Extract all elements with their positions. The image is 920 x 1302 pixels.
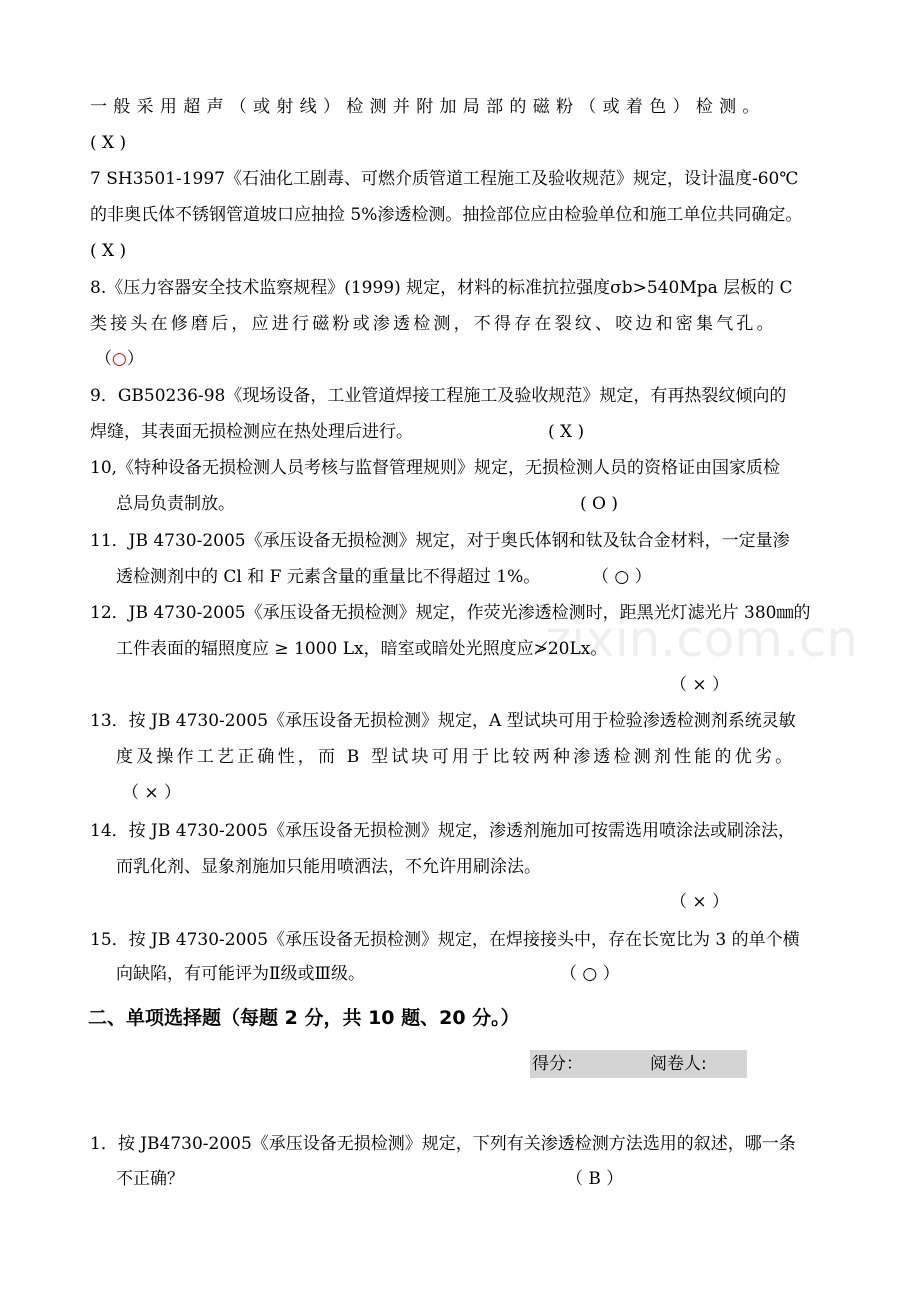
q11-line-2: 透检测剂中的 Cl 和 F 元素含量的重量比不得超过 1%。: [116, 567, 541, 587]
q10-line-2: 总局负责制放。: [116, 494, 235, 514]
answer-1: ( X ): [90, 133, 127, 153]
line-1: 一般采用超声（或射线）检测并附加局部的磁粉（或着色）检测。: [90, 97, 766, 117]
q7-line-1: 7 SH3501-1997《石油化工剧毒、可燃介质管道工程施工及验收规范》规定，设计温度-60℃: [90, 169, 799, 189]
q15-line-1: 15．按 JB 4730-2005《承压设备无损检测》规定，在焊接接头中，存在长宽比为 3 的单个横: [90, 930, 800, 950]
choice-q1-line-2: 不正确？: [116, 1169, 184, 1189]
answer-q9: ( X ): [548, 422, 585, 442]
q8-line-1: 8.《压力容器安全技术监察规程》(1999) 规定，材料的标准抗拉强度σb>540Mpa 层板的 C: [90, 278, 793, 298]
answer-q7: ( X ): [90, 241, 127, 261]
section-title: 二、单项选择题（每题 2 分，共 10 题、20 分。）: [88, 1007, 520, 1029]
q8-line-2: 类接头在修磨后，应进行磁粉或渗透检测，不得存在裂纹、咬边和密集气孔。: [90, 314, 777, 334]
answer-q11: （ ○ ）: [592, 567, 652, 587]
score-label: 得分：: [532, 1054, 583, 1074]
answer-q10: ( O ): [580, 494, 619, 514]
q13-line-2: 度及操作工艺正确性，而 B 型试块可用于比较两种渗透检测剂性能的优劣。: [116, 747, 796, 767]
q12-line-1: 12．JB 4730-2005《承压设备无损检测》规定，作荧光渗透检测时，距黑光灯滤光片 380㎜的: [90, 603, 811, 623]
answer-q14: （ × ）: [670, 892, 730, 912]
q9-line-2: 焊缝，其表面无损检测应在热处理后进行。: [90, 422, 413, 442]
q12-line-2: 工件表面的辐照度应 ≥ 1000 Lx，暗室或暗处光照度应≯20Lx。: [116, 639, 608, 659]
answer-q15: （ ○ ）: [560, 964, 620, 984]
q11-line-1: 11．JB 4730-2005《承压设备无损检测》规定，对于奥氏体钢和钛及钛合金材料，一定量渗: [90, 531, 790, 551]
score-box: [530, 1050, 747, 1078]
answer-q12: （ × ）: [670, 675, 730, 695]
paren-close: ）: [126, 349, 144, 369]
q10-line-1: 10,《特种设备无损检测人员考核与监督管理规则》规定，无损检测人员的资格证由国家质检: [90, 458, 781, 478]
paren-open: （: [95, 349, 112, 369]
answer-q13: （ × ）: [122, 783, 182, 803]
q13-line-1: 13．按 JB 4730-2005《承压设备无损检测》规定，A 型试块可用于检验渗透检测剂系统灵敏: [90, 711, 796, 731]
answer-choice-q1: （ B ）: [566, 1169, 624, 1189]
watermark: zixin.com.cn: [545, 610, 859, 668]
q15-line-2: 向缺陷，有可能评为Ⅱ级或Ⅲ级。: [116, 964, 365, 984]
q14-line-2: 而乳化剂、显象剂施加只能用喷洒法，不允许用刷涂法。: [116, 857, 541, 877]
reviewer-label: 阅卷人:: [650, 1054, 707, 1074]
q9-line-1: 9．GB50236-98《现场设备，工业管道焊接工程施工及验收规范》规定，有再热裂纹倾向的: [90, 386, 787, 406]
answer-q8: [95, 348, 144, 370]
circle-mark: ○: [112, 349, 127, 369]
q14-line-1: 14．按 JB 4730-2005《承压设备无损检测》规定，渗透剂施加可按需选用喷涂法或刷涂法，: [90, 821, 796, 841]
q7-line-2: 的非奥氏体不锈钢管道坡口应抽捡 5%渗透检测。抽捡部位应由检验单位和施工单位共同确定。: [90, 205, 803, 225]
choice-q1-line-1: 1．按 JB4730-2005《承压设备无损检测》规定，下列有关渗透检测方法选用的叙述，哪一条: [90, 1134, 796, 1154]
